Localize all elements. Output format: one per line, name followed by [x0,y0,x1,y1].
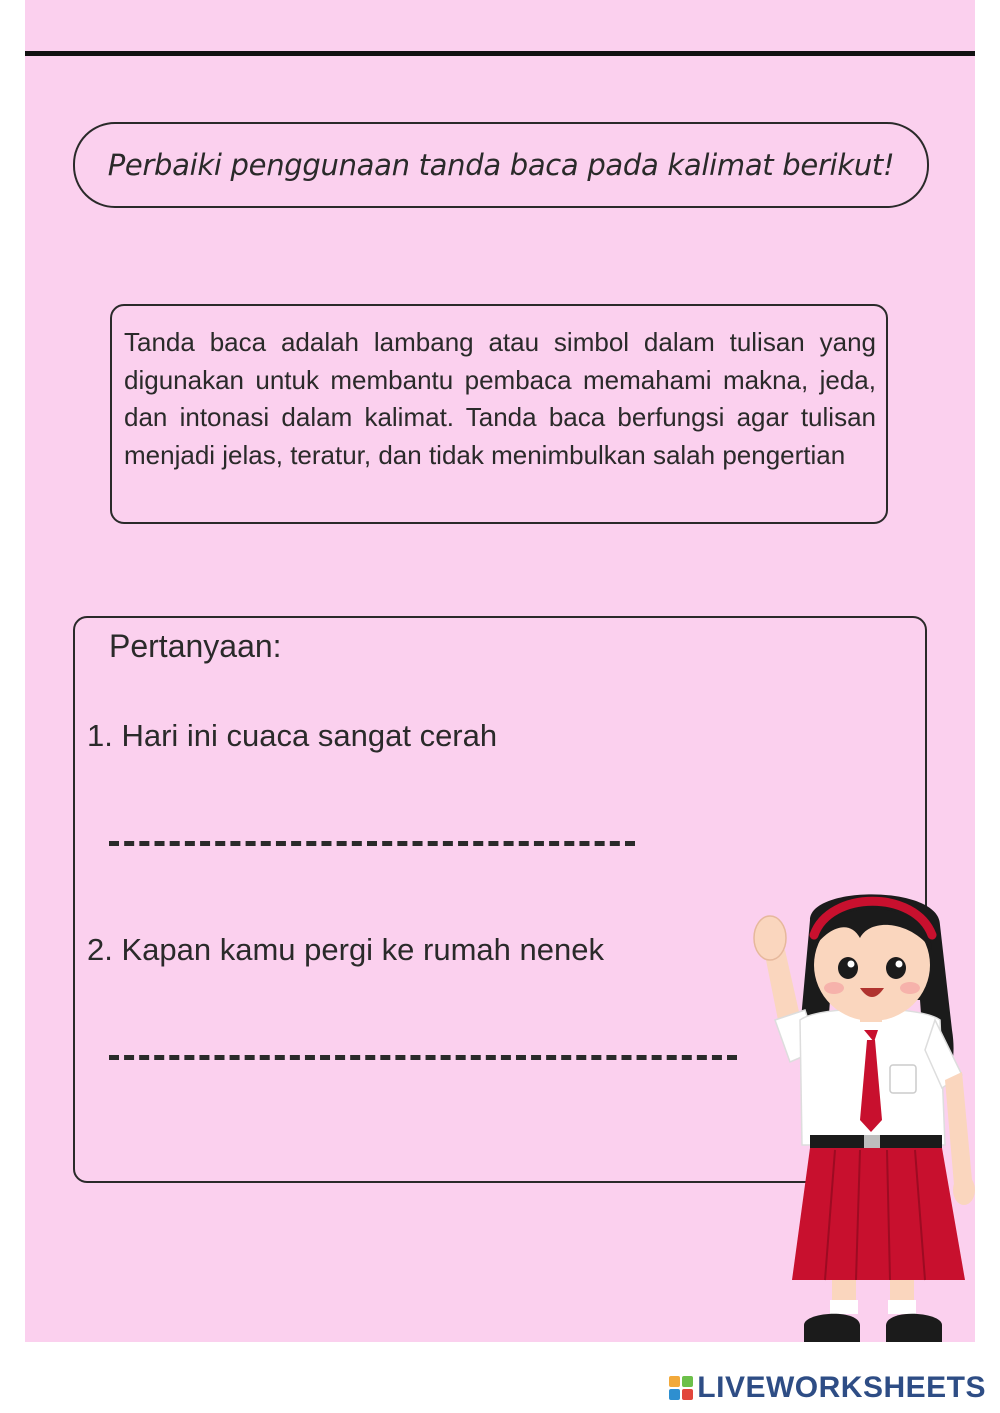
answer-field-2[interactable] [109,1055,737,1060]
schoolgirl-waving-illustration [740,880,980,1350]
liveworksheets-logo-icon [669,1376,693,1400]
top-divider [25,51,975,56]
answer-field-1[interactable] [109,841,635,846]
liveworksheets-watermark [669,1371,986,1405]
question-1: 1. Hari ini cuaca sangat cerah [87,718,498,753]
instruction-banner [73,122,929,208]
question-2: 2. Kapan kamu pergi ke rumah nenek [87,932,604,967]
watermark-text: LIVEWORKSHEETS [697,1371,986,1404]
info-text: Tanda baca adalah lambang atau simbol dalam tulisan yang digunakan untuk membantu pembaca memahami makna, jeda, dan intonasi dalam kalimat. Tanda baca berfungsi agar tulisan menjadi jelas, teratur, dan tidak menimbulkan salah pengertian [124,327,876,470]
questions-heading: Pertanyaan: [109,628,282,664]
instruction-text: Perbaiki penggunaan tanda baca pada kalimat berikut! [107,148,895,182]
info-box [110,304,888,524]
